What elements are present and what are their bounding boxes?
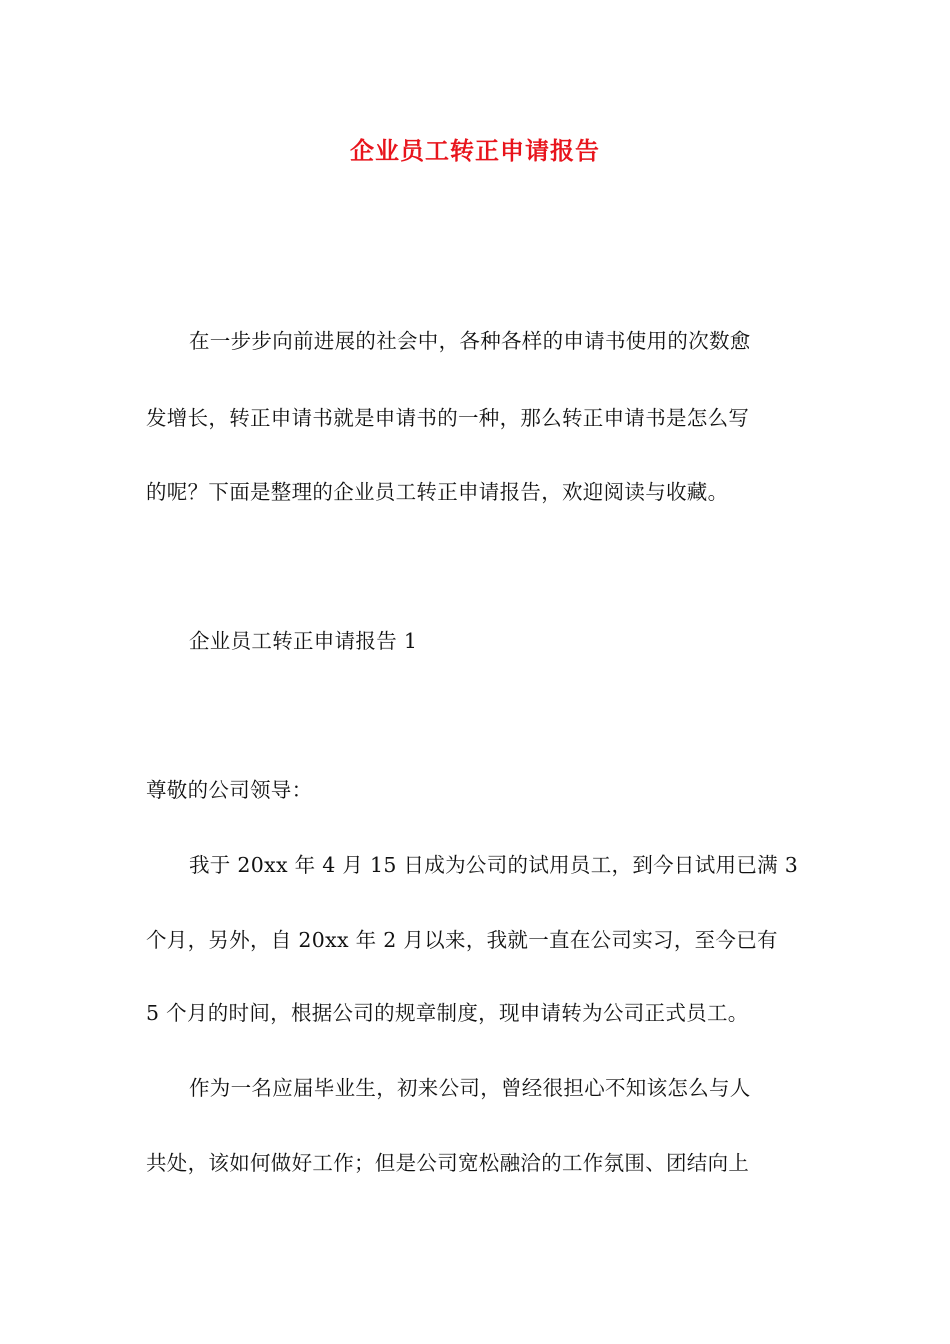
paragraph1-line-2: 个月，另外，自 20xx 年 2 月以来，我就一直在公司实习，至今已有 (146, 928, 778, 952)
intro-line-2: 发增长，转正申请书就是申请书的一种，那么转正申请书是怎么写 (146, 406, 750, 430)
paragraph2-line-1: 作为一名应届毕业生，初来公司，曾经很担心不知该怎么与人 (189, 1076, 751, 1100)
intro-line-1: 在一步步向前进展的社会中，各种各样的申请书使用的次数愈 (189, 329, 751, 353)
salutation: 尊敬的公司领导： (146, 778, 313, 802)
paragraph1-line-3: 5 个月的时间，根据公司的规章制度，现申请转为公司正式员工。 (146, 1001, 749, 1025)
paragraph2-line-2: 共处，该如何做好工作；但是公司宽松融洽的工作氛围、团结向上 (146, 1151, 750, 1175)
document-title: 企业员工转正申请报告 (350, 137, 600, 165)
paragraph1-line-1: 我于 20xx 年 4 月 15 日成为公司的试用员工，到今日试用已满 3 (189, 853, 799, 877)
section-heading: 企业员工转正申请报告 1 (189, 629, 418, 653)
intro-line-3: 的呢？下面是整理的企业员工转正申请报告，欢迎阅读与收藏。 (146, 480, 729, 504)
